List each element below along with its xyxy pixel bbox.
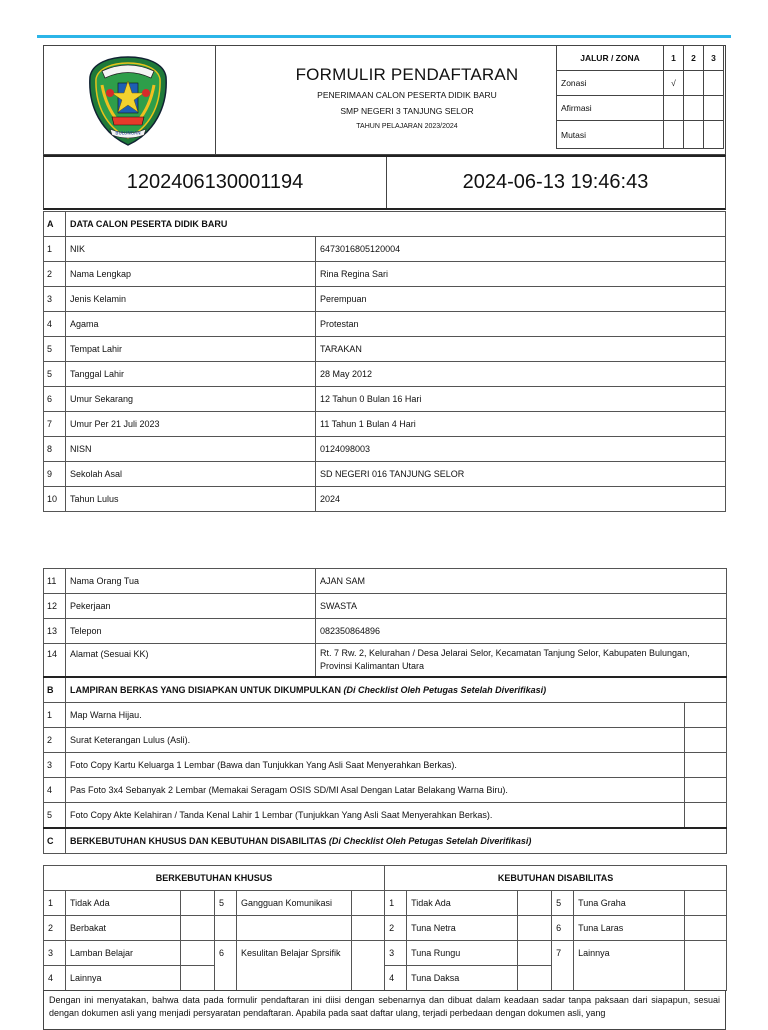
checklist-text: Surat Keterangan Lulus (Asli). [66,728,685,753]
row-number: 6 [215,941,237,991]
option-label: Berbakat [66,916,181,941]
jalur-check-cell[interactable] [664,96,684,121]
checklist-row [44,728,727,753]
field-value: Rina Regina Sari [316,262,726,287]
field-value: AJAN SAM [316,569,727,594]
checklist-text: Foto Copy Akte Kelahiran / Tanda Kenal Lahir 1 Lembar (Tunjukkan Yang Asli Saat Menyerahkan Berkas). [66,803,685,829]
jalur-check-cell[interactable] [704,121,724,149]
table-row [44,644,727,678]
table-row [44,569,727,594]
field-value: 6473016805120004 [316,237,726,262]
row-number: 3 [44,287,66,312]
row-number: 9 [44,462,66,487]
checklist-box[interactable] [685,778,727,803]
jalur-check-cell[interactable] [664,121,684,149]
form-subtitle-3: TAHUN PELAJARAN 2023/2024 [356,123,458,130]
jalur-zona-table [556,45,724,149]
checklist-row [44,803,727,829]
table-row [44,312,726,337]
field-label: Tahun Lulus [66,487,316,512]
registration-row [43,155,726,210]
checklist-box[interactable] [181,941,215,966]
checklist-box[interactable] [181,891,215,916]
row-number: 11 [44,569,66,594]
field-value: Rt. 7 Rw. 2, Kelurahan / Desa Jelarai Selor, Kecamatan Tanjung Selor, Kabupaten Bulungan, Provinsi Kalimantan Utara [316,644,727,678]
field-label: Agama [66,312,316,337]
row-number: 7 [44,412,66,437]
checklist-box[interactable] [518,941,552,966]
row-number: 2 [44,262,66,287]
declaration-statement: Dengan ini menyatakan, bahwa data pada formulir pendaftaran ini diisi dengan sebenarnya dan dibuat dalam keadaan sadar tanpa paksaan dari siapapun, sesuai dengan dokumen asli yang menjadi persyaratan pendaftaran. Apabila pada saat daftar ulang, terjadi perbedaan dengan dokumen asli, yang [43,990,726,1030]
checklist-box[interactable] [181,966,215,991]
option-label: Lainnya [574,941,685,991]
field-value: 28 May 2012 [316,362,726,387]
checklist-box[interactable] [352,891,385,916]
option-label: Lainnya [66,966,181,991]
section-b-title-cell [66,677,727,703]
field-value: Perempuan [316,287,726,312]
table-row [44,916,727,941]
option-label: Tuna Rungu [407,941,518,966]
jalur-check-cell[interactable] [684,71,704,96]
section-c-title-cell [66,828,727,854]
section-c-grid [43,865,727,991]
section-a-table [43,211,726,512]
table-row [44,941,727,966]
jalur-row-mutasi [557,121,724,149]
checklist-box[interactable] [685,891,727,916]
checklist-box[interactable] [181,916,215,941]
field-value: SD NEGERI 016 TANJUNG SELOR [316,462,726,487]
row-number: 3 [44,941,66,966]
field-label: Umur Per 21 Juli 2023 [66,412,316,437]
row-number: 2 [385,916,407,941]
field-label: Tanggal Lahir [66,362,316,387]
field-label: NIK [66,237,316,262]
field-value: Protestan [316,312,726,337]
table-row [44,412,726,437]
empty-cell [352,916,385,941]
row-number: 12 [44,594,66,619]
table-row [44,891,727,916]
row-number: 3 [44,753,66,778]
jalur-row-zonasi [557,71,724,96]
section-title: DATA CALON PESERTA DIDIK BARU [66,212,726,237]
field-value: 0124098003 [316,437,726,462]
jalur-check-cell[interactable] [684,96,704,121]
row-number: 8 [44,437,66,462]
checklist-box[interactable] [685,941,727,991]
checklist-box[interactable] [685,728,727,753]
jalur-col-2: 2 [684,46,704,71]
field-label: Sekolah Asal [66,462,316,487]
row-number: 2 [44,728,66,753]
row-number: 1 [44,237,66,262]
row-number: 4 [44,312,66,337]
field-value: 11 Tahun 1 Bulan 4 Hari [316,412,726,437]
field-label: Alamat (Sesuai KK) [66,644,316,678]
section-letter: C [44,828,66,854]
logo-cell [44,46,216,154]
option-label: Tidak Ada [66,891,181,916]
row-number: 5 [215,891,237,916]
section-note: (Di Checklist Oleh Petugas Setelah Diverifikasi) [328,836,532,846]
row-number: 10 [44,487,66,512]
table-row [44,337,726,362]
section-c-header [44,828,727,854]
section-a-header [44,212,726,237]
section-title: BERKEBUTUHAN KHUSUS DAN KEBUTUHAN DISABILITAS [70,836,327,846]
field-label: Tempat Lahir [66,337,316,362]
section-note: (Di Checklist Oleh Petugas Setelah Diverifikasi) [343,685,547,695]
checklist-row [44,778,727,803]
field-value: SWASTA [316,594,727,619]
checklist-box[interactable] [352,941,385,991]
option-label: Lamban Belajar [66,941,181,966]
row-number: 4 [44,778,66,803]
row-number: 1 [44,891,66,916]
checklist-row [44,753,727,778]
row-number: 2 [44,916,66,941]
form-title: FORMULIR PENDAFTARAN [295,65,519,84]
field-value: 2024 [316,487,726,512]
option-label: Kesulitan Belajar Sprsifik [237,941,352,991]
row-number: 3 [385,941,407,966]
jalur-row-afirmasi [557,96,724,121]
row-number: 4 [44,966,66,991]
jalur-check-cell[interactable] [684,121,704,149]
khusus-header: BERKEBUTUHAN KHUSUS [44,866,385,891]
option-label: Tuna Netra [407,916,518,941]
checklist-box[interactable] [685,916,727,941]
row-number: 5 [44,362,66,387]
checklist-box[interactable] [518,966,552,991]
row-number: 4 [385,966,407,991]
row-number: 6 [44,387,66,412]
jalur-check-cell[interactable] [704,71,724,96]
registration-number: 1202406130001194 [44,157,387,208]
jalur-col-1: 1 [664,46,684,71]
row-number: 1 [44,703,66,728]
checklist-box[interactable] [518,891,552,916]
section-a-continued-table [43,568,727,854]
registration-datetime: 2024-06-13 19:46:43 [462,171,649,193]
checklist-text: Map Warna Hijau. [66,703,685,728]
row-number: 6 [552,916,574,941]
table-row [44,594,727,619]
jalur-col-3: 3 [704,46,724,71]
section-title: LAMPIRAN BERKAS YANG DISIAPKAN UNTUK DIKUMPULKAN [70,685,342,695]
option-label: Gangguan Komunikasi [237,891,352,916]
option-label: Tuna Laras [574,916,685,941]
form-subtitle-1: PENERIMAAN CALON PESERTA DIDIK BARU [317,90,497,100]
row-number: 5 [552,891,574,916]
empty-cell [237,916,352,941]
field-value: 082350864896 [316,619,727,644]
table-row [44,462,726,487]
option-label: Tuna Daksa [407,966,518,991]
option-label: Tidak Ada [407,891,518,916]
field-label: Telepon [66,619,316,644]
row-number: 5 [44,337,66,362]
row-number: 7 [552,941,574,991]
logo-banner-text: BULUNGAN [115,131,141,137]
row-number: 1 [385,891,407,916]
checklist-text: Foto Copy Kartu Keluarga 1 Lembar (Bawa dan Tunjukkan Yang Asli Saat Menyerahkan Berkas). [66,753,685,778]
checklist-box[interactable] [685,703,727,728]
section-b-header [44,677,727,703]
top-accent-line [37,35,731,38]
field-value: TARAKAN [316,337,726,362]
jalur-header: JALUR / ZONA [557,46,664,71]
table-row [44,262,726,287]
jalur-check-cell[interactable]: √ [664,71,684,96]
checklist-row [44,703,727,728]
table-row [44,237,726,262]
empty-cell [215,916,237,941]
form-subtitle-2: SMP NEGERI 3 TANJUNG SELOR [340,106,474,116]
table-row [44,287,726,312]
row-number: 13 [44,619,66,644]
jalur-check-cell[interactable] [704,96,724,121]
regency-emblem-logo [88,55,168,147]
table-row [44,362,726,387]
field-label: Nama Lengkap [66,262,316,287]
title-block [215,46,599,154]
field-value: 12 Tahun 0 Bulan 16 Hari [316,387,726,412]
jalur-header-row [557,46,724,71]
table-row [44,619,727,644]
section-c-subheader-row [44,866,727,891]
field-label: Umur Sekarang [66,387,316,412]
field-label: Pekerjaan [66,594,316,619]
section-letter: A [44,212,66,237]
jalur-label: Mutasi [557,121,664,149]
table-row [44,487,726,512]
row-number: 5 [44,803,66,829]
jalur-label: Afirmasi [557,96,664,121]
checklist-text: Pas Foto 3x4 Sebanyak 2 Lembar (Memakai Seragam OSIS SD/MI Asal Dengan Latar Belakang Warna Biru). [66,778,685,803]
disabilitas-header: KEBUTUHAN DISABILITAS [385,866,727,891]
form-header [43,45,726,155]
table-row [44,387,726,412]
section-letter: B [44,677,66,703]
checklist-box[interactable] [685,803,727,829]
checklist-box[interactable] [518,916,552,941]
table-row [44,437,726,462]
field-label: Nama Orang Tua [66,569,316,594]
checklist-box[interactable] [685,753,727,778]
field-label: NISN [66,437,316,462]
field-label: Jenis Kelamin [66,287,316,312]
option-label: Tuna Graha [574,891,685,916]
row-number: 14 [44,644,66,678]
jalur-label: Zonasi [557,71,664,96]
